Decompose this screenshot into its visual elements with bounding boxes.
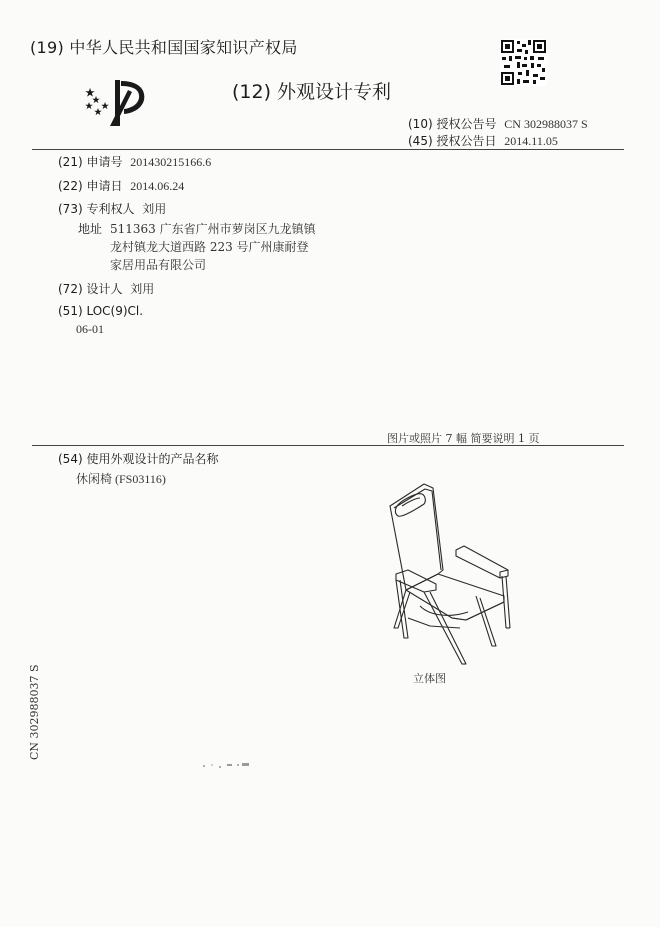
- filing-date-label: (22) 申请日: [58, 179, 123, 193]
- address-line: 511363 广东省广州市萝岗区九龙镇镇: [110, 222, 316, 236]
- loc-classification-value: 06-01: [76, 322, 104, 336]
- document-type: (12) 外观设计专利: [232, 81, 392, 103]
- filing-date-row: [58, 177, 184, 194]
- publication-date: [408, 132, 558, 149]
- qr-code-icon: [500, 39, 547, 86]
- scan-marks: [200, 760, 252, 770]
- publication-date-label: (45) 授权公告日: [408, 134, 497, 148]
- designer-label: (72) 设计人: [58, 282, 123, 296]
- issuing-authority: (19) 中华人民共和国国家知识产权局: [30, 38, 298, 57]
- publication-number-value: CN 302988037 S: [504, 117, 588, 131]
- product-title-label: (54) 使用外观设计的产品名称: [58, 452, 219, 466]
- armchair-drawing-icon: [380, 478, 520, 668]
- application-number-value: 201430215166.6: [130, 155, 212, 169]
- publication-date-value: 2014.11.05: [504, 134, 558, 148]
- patentee-label: (73) 专利权人: [58, 202, 135, 216]
- loc-classification-label: (51) LOC(9)Cl.: [58, 304, 144, 318]
- product-name: 休闲椅 (FS03116): [76, 472, 166, 486]
- figure-caption: 立体图: [413, 672, 446, 685]
- application-number-label: (21) 申请号: [58, 155, 123, 169]
- publication-number: [408, 115, 588, 132]
- designer-value: 刘用: [130, 282, 155, 296]
- publication-number-label: (10) 授权公告号: [408, 117, 497, 131]
- section-divider: [32, 445, 624, 446]
- address-label: 地址: [78, 222, 103, 236]
- patentee-value: 刘用: [142, 202, 167, 216]
- side-publication-number: CN 302988037 S: [28, 664, 41, 760]
- figures-and-pages-summary: 图片或照片 7 幅 简要说明 1 页: [387, 432, 540, 445]
- filing-date-value: 2014.06.24: [130, 179, 185, 193]
- address-line: 家居用品有限公司: [110, 258, 207, 272]
- cnipa-logo-icon: [84, 78, 150, 128]
- header-divider: [32, 149, 624, 150]
- address-line: 龙村镇龙大道西路 223 号广州康耐登: [110, 240, 309, 254]
- designer-row: [58, 280, 154, 297]
- patentee-row: [58, 200, 166, 217]
- application-number-row: [58, 153, 211, 170]
